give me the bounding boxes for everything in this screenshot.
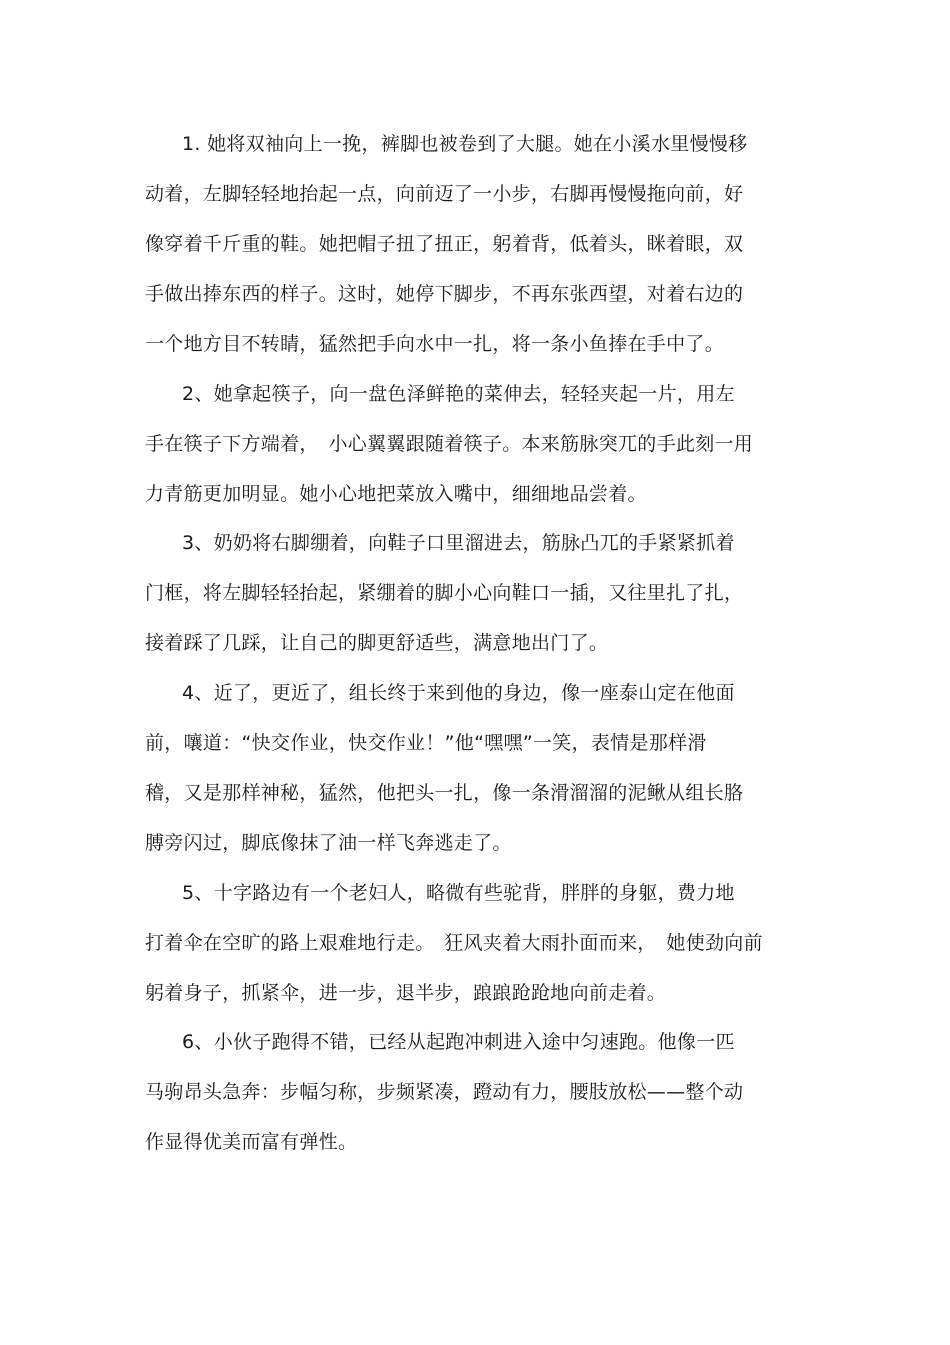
paragraph-3-line-1: 3、奶奶将右脚绷着，向鞋子口里溜进去，筋脉凸兀的手紧紧抓着 [182, 532, 735, 554]
paragraph-1-line-3: 像穿着千斤重的鞋。她把帽子扭了扭正，躬着背，低着头，眯着眼，双 [145, 233, 744, 255]
paragraph-4-line-3: 稽，又是那样神秘，猛然，他把头一扎，像一条滑溜溜的泥鳅从组长胳 [145, 782, 744, 804]
paragraph-6-line-3: 作显得优美而富有弹性。 [145, 1131, 358, 1153]
paragraph-3-line-2: 门框，将左脚轻轻抬起，紧绷着的脚小心向鞋口一插，又往里扎了扎， [145, 582, 744, 604]
paragraph-4-line-4: 膊旁闪过，脚底像抹了油一样飞奔逃走了。 [145, 832, 512, 854]
paragraph-5-line-2: 打着伞在空旷的路上艰难地行走。 狂风夹着大雨扑面而来， 她使劲向前 [145, 932, 763, 954]
paragraph-6-line-2: 马驹昂头急奔：步幅匀称，步频紧凑，蹬动有力，腰肢放松——整个动 [145, 1081, 744, 1103]
paragraph-5-line-3: 躬着身子，抓紧伞，进一步，退半步，踉踉跄跄地向前走着。 [145, 982, 667, 1004]
paragraph-4-line-1: 4、近了，更近了，组长终于来到他的身边，像一座泰山定在他面 [182, 682, 735, 704]
paragraph-2-line-1: 2、她拿起筷子，向一盘色泽鲜艳的菜伸去，轻轻夹起一片，用左 [182, 383, 735, 405]
paragraph-1-line-2: 动着，左脚轻轻地抬起一点，向前迈了一小步，右脚再慢慢拖向前，好 [145, 183, 744, 205]
paragraph-3-line-3: 接着踩了几踩，让自己的脚更舒适些，满意地出门了。 [145, 632, 609, 654]
paragraph-1-line-4: 手做出捧东西的样子。这时，她停下脚步，不再东张西望，对着右边的 [145, 283, 744, 305]
paragraph-1-line-5: 一个地方目不转睛，猛然把手向水中一扎，将一条小鱼捧在手中了。 [145, 333, 725, 355]
paragraph-6-line-1: 6、小伙子跑得不错，已经从起跑冲刺进入途中匀速跑。他像一匹 [182, 1031, 735, 1053]
paragraph-4-line-2: 前，嚷道：“快交作业，快交作业！”他“嘿嘿”一笑，表情是那样滑 [145, 732, 707, 754]
paragraph-1-line-1: 1. 她将双袖向上一挽，裤脚也被卷到了大腿。她在小溪水里慢慢移 [182, 133, 748, 155]
paragraph-2-line-3: 力青筋更加明显。她小心地把菜放入嘴中，细细地品尝着。 [145, 483, 647, 505]
paragraph-2-line-2: 手在筷子下方端着， 小心翼翼跟随着筷子。本来筋脉突兀的手此刻一用 [145, 433, 754, 455]
paragraph-5-line-1: 5、十字路边有一个老妇人，略微有些驼背，胖胖的身躯，费力地 [182, 882, 735, 904]
